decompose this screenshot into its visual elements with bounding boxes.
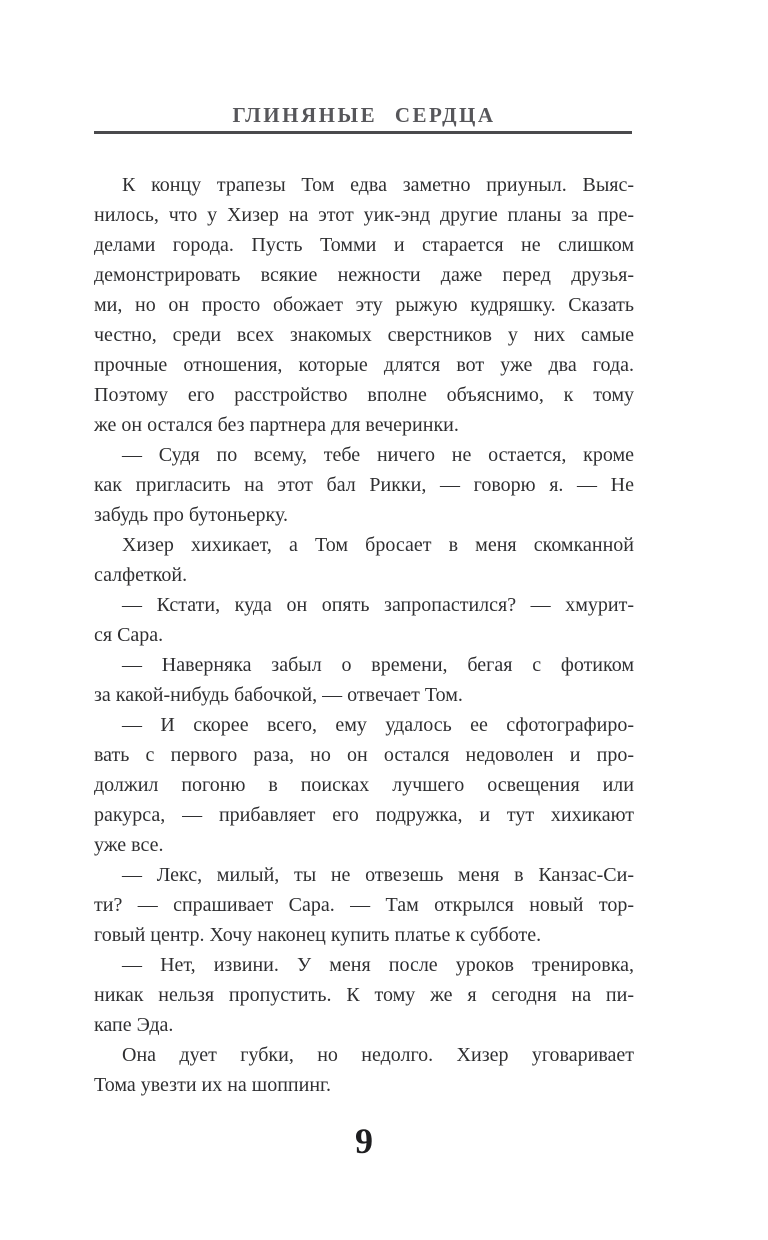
text-line: ракурса, — прибавляет его подружка, и тут хихикают — [94, 804, 634, 826]
paragraph — [94, 860, 634, 950]
text-line: демонстрировать всякие нежности даже перед друзья- — [94, 264, 634, 286]
text-line: — Кстати, куда он опять запропастился? — хмурит- — [122, 594, 634, 616]
text-line: — И скорее всего, ему удалось ее сфотографиро- — [122, 714, 634, 736]
paragraph — [94, 530, 634, 590]
text-line: прочные отношения, которые длятся вот уже два года. — [94, 354, 634, 376]
text-line: — Лекс, милый, ты не отвезешь меня в Канзас-Си- — [122, 864, 634, 886]
text-line: — Наверняка забыл о времени, бегая с фотиком — [122, 654, 634, 676]
text-line: Она дует губки, но недолго. Хизер уговаривает — [122, 1044, 634, 1066]
paragraph — [94, 170, 634, 440]
text-line: К концу трапезы Том едва заметно приуныл. Выяс- — [122, 174, 634, 196]
text-line: Тома увезти их на шоппинг. — [94, 1074, 331, 1096]
text-line: забудь про бутоньерку. — [94, 504, 288, 526]
text-line: салфеткой. — [94, 564, 188, 586]
text-line: Хизер хихикает, а Том бросает в меня скомканной — [122, 534, 634, 556]
text-line: говый центр. Хочу наконец купить платье к субботе. — [94, 924, 542, 946]
text-line: — Судя по всему, тебе ничего не остается, кроме — [122, 444, 634, 466]
paragraph — [94, 710, 634, 860]
paragraph — [94, 650, 634, 710]
text-line: вать с первого раза, но он остался недоволен и про- — [94, 744, 634, 766]
header-divider-rule — [94, 131, 632, 134]
paragraph — [94, 590, 634, 650]
paragraph — [94, 950, 634, 1040]
page-number: 9 — [355, 1121, 373, 1161]
text-line: честно, среди всех знакомых сверстников у них самые — [94, 324, 634, 346]
text-line: Поэтому его расстройство вполне объяснимо, к тому — [94, 384, 634, 406]
text-line: должил погоню в поисках лучшего освещения или — [94, 774, 634, 796]
paragraph — [94, 440, 634, 530]
text-line: — Нет, извини. У меня после уроков тренировка, — [122, 954, 634, 976]
text-line: как пригласить на этот бал Рикки, — говорю я. — Не — [94, 474, 634, 496]
text-line: же он остался без партнера для вечеринки. — [94, 414, 459, 436]
page-body — [94, 170, 634, 1100]
text-line: за какой-нибудь бабочкой, — отвечает Том. — [94, 684, 463, 706]
text-line: никак нельзя пропустить. К тому же я сегодня на пи- — [94, 984, 634, 1006]
text-line: делами города. Пусть Томми и старается не слишком — [94, 234, 634, 256]
text-line: ся Сара. — [94, 624, 164, 646]
text-line: уже все. — [94, 834, 164, 856]
paragraph — [94, 1040, 634, 1100]
text-line: нилось, что у Хизер на этот уик-энд другие планы за пре- — [94, 204, 634, 226]
text-line: капе Эда. — [94, 1014, 174, 1036]
running-header-title: ГЛИНЯНЫЕ СЕРДЦА — [232, 103, 496, 127]
text-line: ти? — спрашивает Сара. — Там открылся новый тор- — [94, 894, 634, 916]
text-line: ми, но он просто обожает эту рыжую кудряшку. Сказать — [94, 294, 634, 316]
